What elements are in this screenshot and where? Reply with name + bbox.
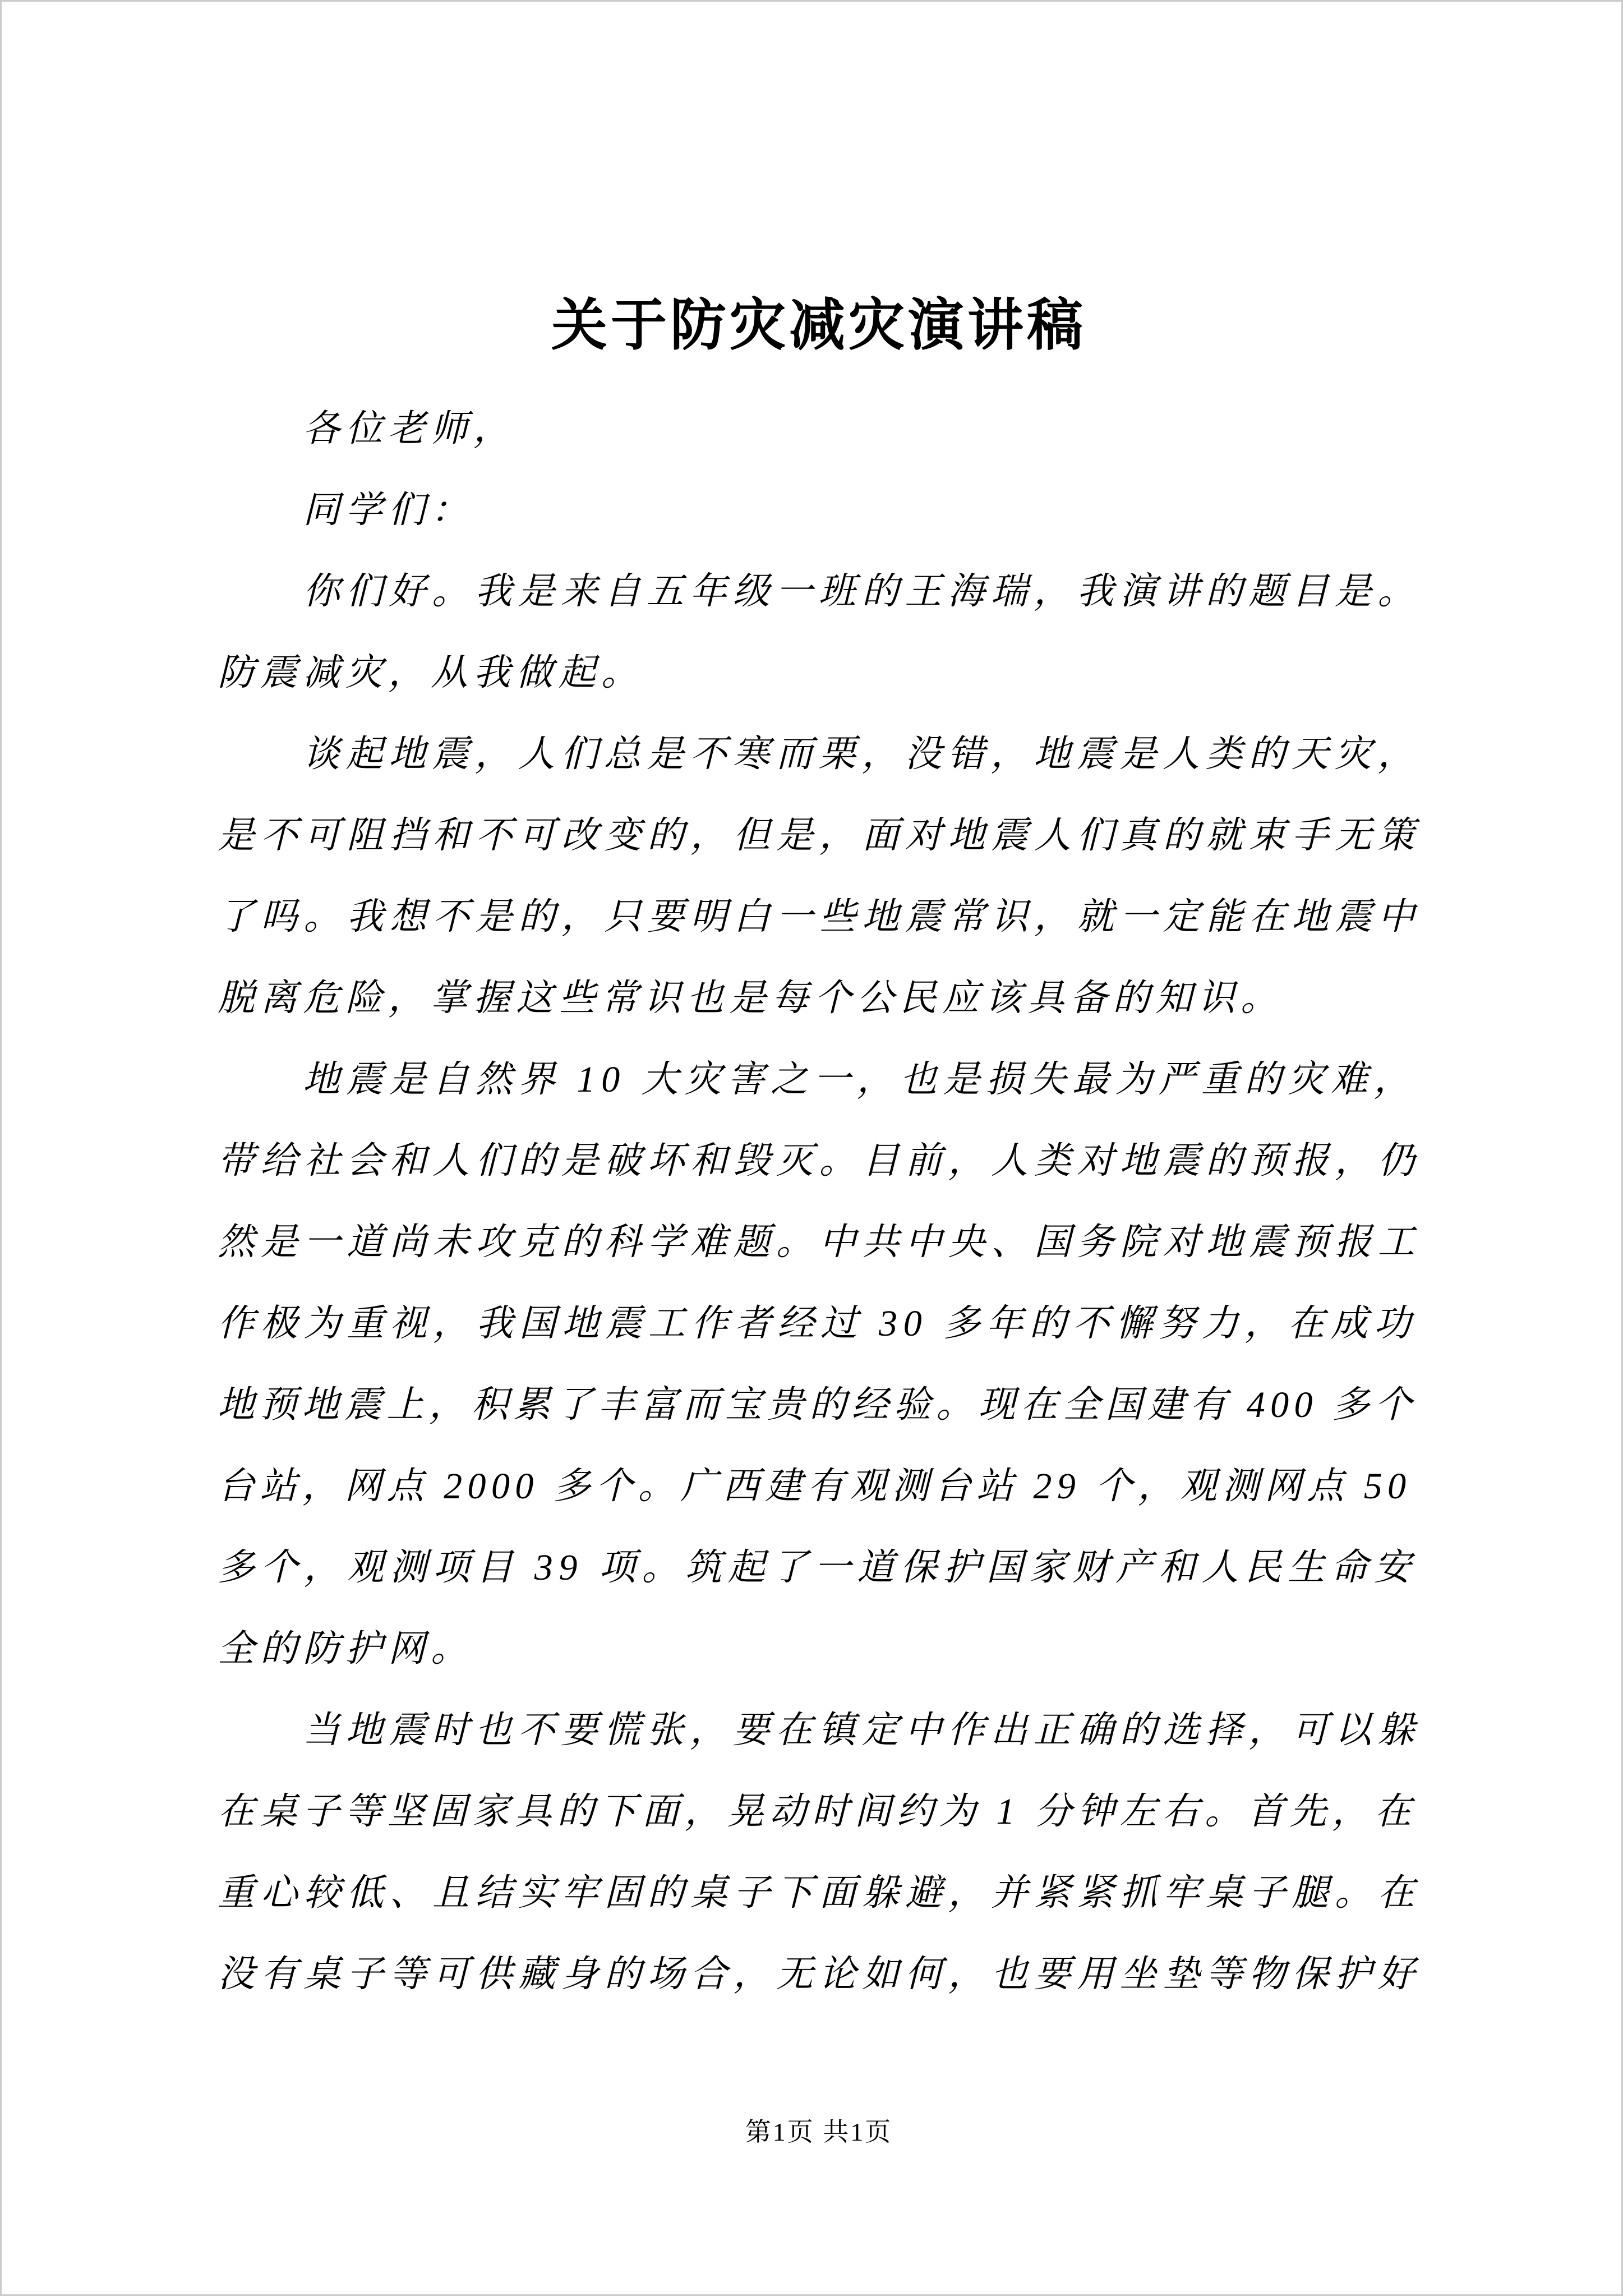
document-title: 关于防灾减灾演讲稿 — [551, 295, 1086, 357]
text-line: 作极为重视，我国地震工作者经过 30 多年的不懈努力，在成功 — [218, 1303, 1417, 1344]
text-line: 是不可阻挡和不可改变的，但是，面对地震人们真的就束手无策 — [218, 815, 1421, 856]
text-line: 带给社会和人们的是破坏和毁灭。目前，人类对地震的预报，仍 — [218, 1140, 1421, 1181]
text-line: 重心较低、且结实牢固的桌子下面躲避，并紧紧抓牢桌子腿。在 — [218, 1872, 1421, 1913]
text-line: 全的防护网。 — [218, 1628, 473, 1669]
page-footer: 第1页 共1页 — [745, 2118, 893, 2146]
text-line: 同学们： — [303, 490, 473, 531]
text-line: 防震减灾，从我做起。 — [218, 652, 644, 693]
text-line: 多个，观测项目 39 项。筑起了一道保护国家财产和人民生命安 — [218, 1547, 1417, 1588]
text-line: 地预地震上，积累了丰富而宝贵的经验。现在全国建有 400 多个 — [218, 1384, 1417, 1425]
text-line: 了吗。我想不是的，只要明白一些地震常识，就一定能在地震中 — [218, 896, 1421, 937]
text-line: 谈起地震，人们总是不寒而栗，没错，地震是人类的天灾， — [303, 734, 1421, 775]
text-line: 台站，网点 2000 多个。广西建有观测台站 29 个，观测网点 50 — [218, 1466, 1412, 1507]
text-line: 地震是自然界 10 大灾害之一，也是损失最为严重的灾难， — [303, 1059, 1417, 1100]
text-line: 没有桌子等可供藏身的场合，无论如何，也要用坐垫等物保护好 — [218, 1954, 1421, 1995]
text-line: 然是一道尚未攻克的科学难题。中共中央、国务院对地震预报工 — [218, 1222, 1421, 1263]
text-line: 在桌子等坚固家具的下面，晃动时间约为 1 分钟左右。首先，在 — [218, 1791, 1417, 1832]
text-line: 你们好。我是来自五年级一班的王海瑞，我演讲的题目是。 — [303, 571, 1421, 612]
text-line: 各位老师， — [303, 408, 516, 449]
text-line: 当地震时也不要慌张，要在镇定中作出正确的选择，可以躲 — [303, 1710, 1421, 1751]
text-line: 脱离危险，掌握这些常识也是每个公民应该具备的知识。 — [218, 978, 1283, 1019]
document-body — [218, 388, 1421, 2015]
